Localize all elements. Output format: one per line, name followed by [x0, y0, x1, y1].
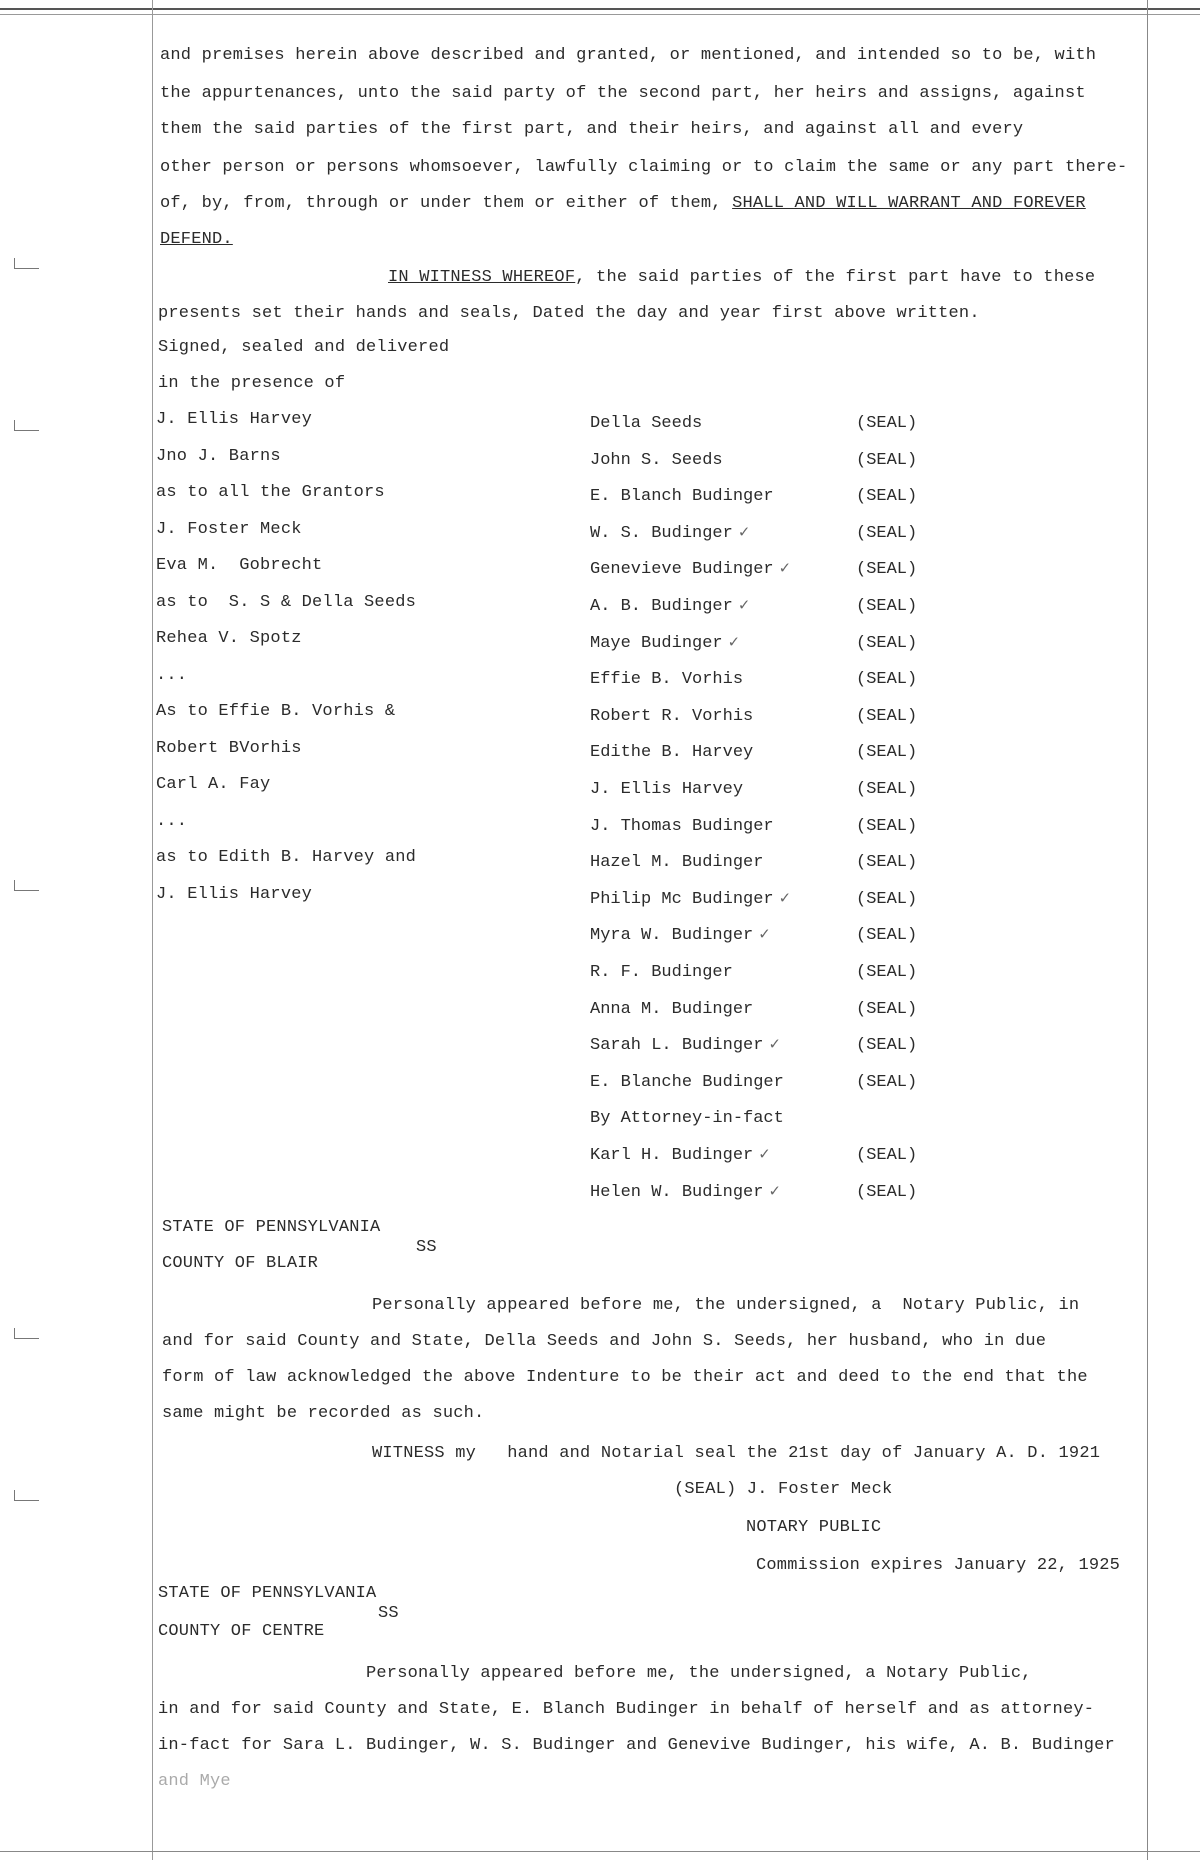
signatory-row [590, 1036, 780, 1056]
check-mark-icon: ✓ [779, 560, 790, 579]
signatory-name: E. Blanche Budinger [590, 1073, 784, 1092]
ack1-line: form of law acknowledged the above Indenture to be their act and deed to the end that the [162, 1368, 1088, 1387]
signed-sealed: Signed, sealed and delivered [158, 338, 450, 357]
signatory-row [590, 1109, 784, 1129]
seal-mark: (SEAL) [856, 817, 918, 836]
ack1-line: Personally appeared before me, the undersigned, a Notary Public, in [372, 1296, 1080, 1315]
ack1-commission: Commission expires January 22, 1925 [756, 1556, 1121, 1575]
seal-mark: (SEAL) [856, 634, 918, 653]
check-mark-icon: ✓ [738, 597, 750, 616]
signatory-name: Karl H. Budinger [590, 1146, 754, 1165]
seal-mark: (SEAL) [856, 670, 918, 689]
margin-mark [14, 1328, 39, 1339]
seal-mark: (SEAL) [856, 560, 918, 579]
seal-mark: (SEAL) [856, 524, 918, 543]
body-line-text: of, by, from, through or under them or either of them, [160, 194, 722, 213]
seal-mark: (SEAL) [856, 1073, 918, 1092]
left-margin-rule [152, 0, 153, 1860]
signatory-name: Sarah L. Budinger [590, 1036, 764, 1055]
signatory-row [590, 890, 790, 910]
witness-entry: Robert BVorhis [156, 739, 302, 758]
ack2-line: in and for said County and State, E. Blanch Budinger in behalf of herself and as attorney- [158, 1700, 1095, 1719]
witness-entry: ... [156, 812, 188, 831]
ack1-ss: SS [416, 1238, 437, 1257]
ack1-witness-line: WITNESS my hand and Notarial seal the 21st day of January A. D. 1921 [372, 1444, 1101, 1463]
signatory-row [590, 1146, 769, 1166]
ack2-ss: SS [378, 1604, 399, 1623]
witness-entry: Eva M. Gobrecht [156, 556, 323, 575]
check-mark-icon: ✓ [738, 524, 750, 543]
ack2-county: COUNTY OF CENTRE [158, 1622, 325, 1641]
witness-entry: J. Ellis Harvey [156, 410, 313, 429]
presence-of: in the presence of [158, 374, 346, 393]
signatory-row [590, 817, 774, 837]
margin-mark [14, 1490, 39, 1501]
ack2-line: and Mye [158, 1772, 231, 1791]
seal-mark: (SEAL) [856, 451, 918, 470]
signatory-row [590, 670, 743, 690]
signatory-name: Robert R. Vorhis [590, 707, 754, 726]
seal-mark: (SEAL) [856, 926, 918, 945]
check-mark-icon: ✓ [779, 890, 790, 909]
witness-entry: J. Ellis Harvey [156, 885, 313, 904]
signatory-name: R. F. Budinger [590, 963, 733, 982]
body-line: the appurtenances, unto the said party of the second part, her heirs and assigns, against [160, 84, 1086, 103]
signatory-name: A. B. Budinger [590, 597, 733, 616]
witness-entry: ... [156, 666, 188, 685]
signatory-row [590, 414, 702, 434]
ack1-county: COUNTY OF BLAIR [162, 1254, 319, 1273]
signatory-name: Anna M. Budinger [590, 1000, 754, 1019]
warrant-phrase-end: DEFEND. [160, 230, 233, 249]
seal-mark: (SEAL) [856, 1036, 918, 1055]
witness-clause-text: , the said parties of the first part have to these [575, 268, 1096, 287]
seal-mark: (SEAL) [856, 487, 918, 506]
witness-entry: as to Edith B. Harvey and [156, 848, 417, 867]
signatory-row [590, 487, 774, 507]
witness-entry: Carl A. Fay [156, 775, 271, 794]
check-mark-icon: ✓ [759, 1146, 770, 1165]
signatory-name: J. Ellis Harvey [590, 780, 744, 799]
margin-mark [14, 420, 39, 431]
signatory-name: Edithe B. Harvey [590, 743, 754, 762]
warrant-phrase: SHALL AND WILL WARRANT AND FOREVER [732, 194, 1086, 213]
signatory-row [590, 963, 733, 983]
ack1-notary-title: NOTARY PUBLIC [746, 1518, 882, 1537]
top-rule [0, 8, 1200, 10]
body-line: them the said parties of the first part, and their heirs, and against all and every [160, 120, 1024, 139]
signatory-row [590, 707, 753, 727]
seal-mark: (SEAL) [856, 1183, 918, 1202]
margin-mark [14, 880, 39, 891]
witness-entry: as to all the Grantors [156, 483, 385, 502]
signatory-row [590, 853, 763, 873]
seal-mark: (SEAL) [856, 707, 918, 726]
signatory-name: Della Seeds [590, 414, 703, 433]
witness-clause [388, 268, 1095, 288]
witness-heading: IN WITNESS WHEREOF [388, 268, 576, 287]
signatory-name: Philip Mc Budinger [590, 890, 774, 909]
ack2-line: Personally appeared before me, the undersigned, a Notary Public, [366, 1664, 1032, 1683]
witness-entry: Jno J. Barns [156, 447, 281, 466]
signatory-row [590, 597, 749, 617]
seal-mark: (SEAL) [856, 1000, 918, 1019]
signatory-name: J. Thomas Budinger [590, 817, 774, 836]
signatory-row [590, 451, 723, 471]
signatory-row [590, 780, 743, 800]
right-margin-rule [1147, 0, 1148, 1860]
signatory-name: Genevieve Budinger [590, 560, 774, 579]
signatory-name: Effie B. Vorhis [590, 670, 744, 689]
ack1-line: same might be recorded as such. [162, 1404, 485, 1423]
witness-entry: Rehea V. Spotz [156, 629, 302, 648]
seal-mark: (SEAL) [856, 890, 918, 909]
body-line: other person or persons whomsoever, lawfully claiming or to claim the same or any part there- [160, 158, 1128, 177]
seal-mark: (SEAL) [856, 1146, 918, 1165]
witness-entry: As to Effie B. Vorhis & [156, 702, 396, 721]
ack2-line: in-fact for Sara L. Budinger, W. S. Budinger and Genevive Budinger, his wife, A. B. Budinger [158, 1736, 1115, 1755]
signatory-row [590, 1183, 780, 1203]
witness-entry: as to S. S & Della Seeds [156, 593, 417, 612]
seal-mark: (SEAL) [856, 780, 918, 799]
seal-mark: (SEAL) [856, 963, 918, 982]
signatory-row [590, 560, 790, 580]
body-line: and premises herein above described and granted, or mentioned, and intended so to be, with [160, 46, 1097, 65]
ack1-state: STATE OF PENNSYLVANIA [162, 1218, 381, 1237]
ack1-notary-signature: (SEAL) J. Foster Meck [674, 1480, 893, 1499]
signatory-row [590, 926, 769, 946]
check-mark-icon: ✓ [769, 1036, 780, 1055]
signatory-row [590, 634, 739, 654]
check-mark-icon: ✓ [759, 926, 770, 945]
signatory-name: E. Blanch Budinger [590, 487, 774, 506]
witness-clause-line2: presents set their hands and seals, Dated the day and year first above written. [158, 304, 980, 323]
signatory-name: John S. Seeds [590, 451, 723, 470]
witness-entry: J. Foster Meck [156, 520, 302, 539]
seal-mark: (SEAL) [856, 414, 918, 433]
bottom-rule [0, 1851, 1200, 1852]
signatory-name: By Attorney-in-fact [590, 1109, 784, 1128]
signatory-row [590, 524, 749, 544]
signatory-row [590, 1000, 753, 1020]
ack2-state: STATE OF PENNSYLVANIA [158, 1584, 377, 1603]
signatory-name: W. S. Budinger [590, 524, 733, 543]
seal-mark: (SEAL) [856, 743, 918, 762]
top-rule-thin [0, 14, 1200, 15]
margin-mark [14, 258, 39, 269]
signatory-name: Maye Budinger [590, 634, 723, 653]
check-mark-icon: ✓ [769, 1183, 780, 1202]
seal-mark: (SEAL) [856, 853, 918, 872]
check-mark-icon: ✓ [728, 634, 739, 653]
seal-mark: (SEAL) [856, 597, 918, 616]
signatory-row [590, 743, 753, 763]
body-line [160, 194, 1086, 214]
ack1-line: and for said County and State, Della Seeds and John S. Seeds, her husband, who in due [162, 1332, 1047, 1351]
signatory-name: Myra W. Budinger [590, 926, 754, 945]
signatory-row [590, 1073, 784, 1093]
signatory-name: Hazel M. Budinger [590, 853, 764, 872]
signatory-name: Helen W. Budinger [590, 1183, 764, 1202]
